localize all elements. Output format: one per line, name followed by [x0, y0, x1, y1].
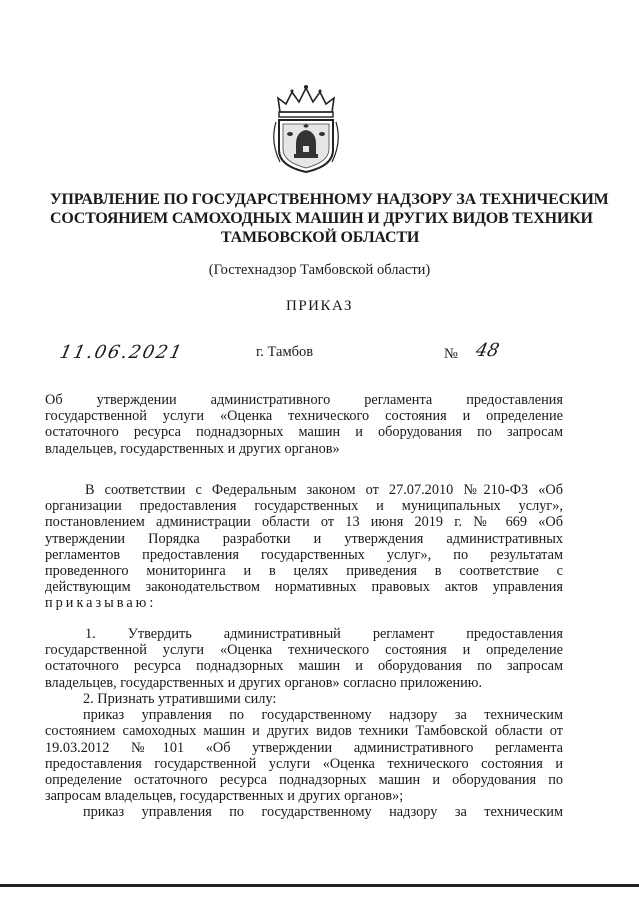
org-line-3: ТАМБОВСКОЙ ОБЛАСТИ — [220, 229, 420, 246]
item-2-sub1-line: предоставления государственной услуги «Оценка технического состояния и — [45, 755, 563, 772]
org-line-2: СОСТОЯНИЕМ САМОХОДНЫХ МАШИН И ДРУГИХ ВИДОВ ТЕХНИКИ — [50, 210, 593, 227]
subject-line: владельцев, государственных и других органов» — [45, 440, 340, 457]
organization-short-name: (Гостехнадзор Тамбовской области) — [208, 262, 431, 278]
preamble-line: постановлением администрации области от 13 июня 2019 г. № 669 «Об — [45, 514, 563, 531]
subject-line: остаточного ресурса поднадзорных машин и оборудования по запросам — [45, 424, 563, 441]
preamble-line: В соответствии с Федеральным законом от 27.07.2010 №210-ФЗ «Об — [85, 482, 563, 498]
item-2-sub1-line: состоянием самоходных машин и других видов техники Тамбовской области от — [45, 723, 563, 740]
item-2 — [45, 691, 563, 821]
item-1 — [45, 626, 563, 691]
coat-of-arms-icon — [266, 82, 346, 174]
item-1-line: остаточного ресурса поднадзорных машин и оборудования по запросам — [45, 658, 563, 675]
item-1-line: государственной услуги «Оценка технического состояния и определение — [45, 642, 563, 659]
order-subject — [45, 392, 563, 457]
item-2-sub2-line: приказ управления по государственному надзору за техническим — [83, 804, 563, 821]
item-2-title: 2. Признать утратившими силу: — [83, 691, 277, 707]
preamble-line: приказываю: — [45, 595, 157, 612]
subject-line: Об утверждении административного регламента предоставления — [45, 392, 563, 408]
organization-name — [50, 190, 609, 247]
preamble-line: проведенного мониторинга и в целях приведения в соответствие с — [45, 563, 563, 580]
preamble-line: действующим законодательством нормативных правовых актов управления — [45, 579, 563, 596]
preamble-line: регламентов предоставления государственных услуг», по результатам — [45, 546, 563, 563]
item-1-line: 1. Утвердить административный регламент предоставления — [85, 626, 563, 642]
preamble-line: утверждении Порядка разработки и утверждения административных — [45, 530, 563, 547]
subject-line: государственной услуги «Оценка технического состояния и определение — [45, 408, 563, 425]
scan-bottom-edge — [0, 884, 639, 887]
handwritten-date: 11.06.2021 — [57, 342, 186, 363]
preamble-line: организации предоставления государственных и муниципальных услуг», — [45, 498, 563, 515]
item-1-line: владельцев, государственных и других органов» согласно приложению. — [45, 674, 483, 691]
city-label: г. Тамбов — [256, 344, 314, 360]
org-line-1: УПРАВЛЕНИЕ ПО ГОСУДАРСТВЕННОМУ НАДЗОРУ ЗА ТЕХНИЧЕСКИМ — [50, 191, 609, 208]
item-2-sub1-line: запросам владельцев, государственных и других органов»; — [45, 788, 404, 805]
item-2-sub1-line: приказ управления по государственному надзору за техническим — [83, 707, 563, 724]
number-label: № — [444, 346, 458, 362]
item-2-sub1-line: определение остаточного ресурса поднадзорных машин и оборудования по — [45, 772, 563, 789]
document-title: ПРИКАЗ — [286, 298, 353, 314]
preamble — [45, 482, 563, 612]
handwritten-number: 48 — [473, 340, 502, 361]
item-2-sub1-line: 19.03.2012 №101 «Об утверждении административного регламента — [45, 739, 563, 756]
